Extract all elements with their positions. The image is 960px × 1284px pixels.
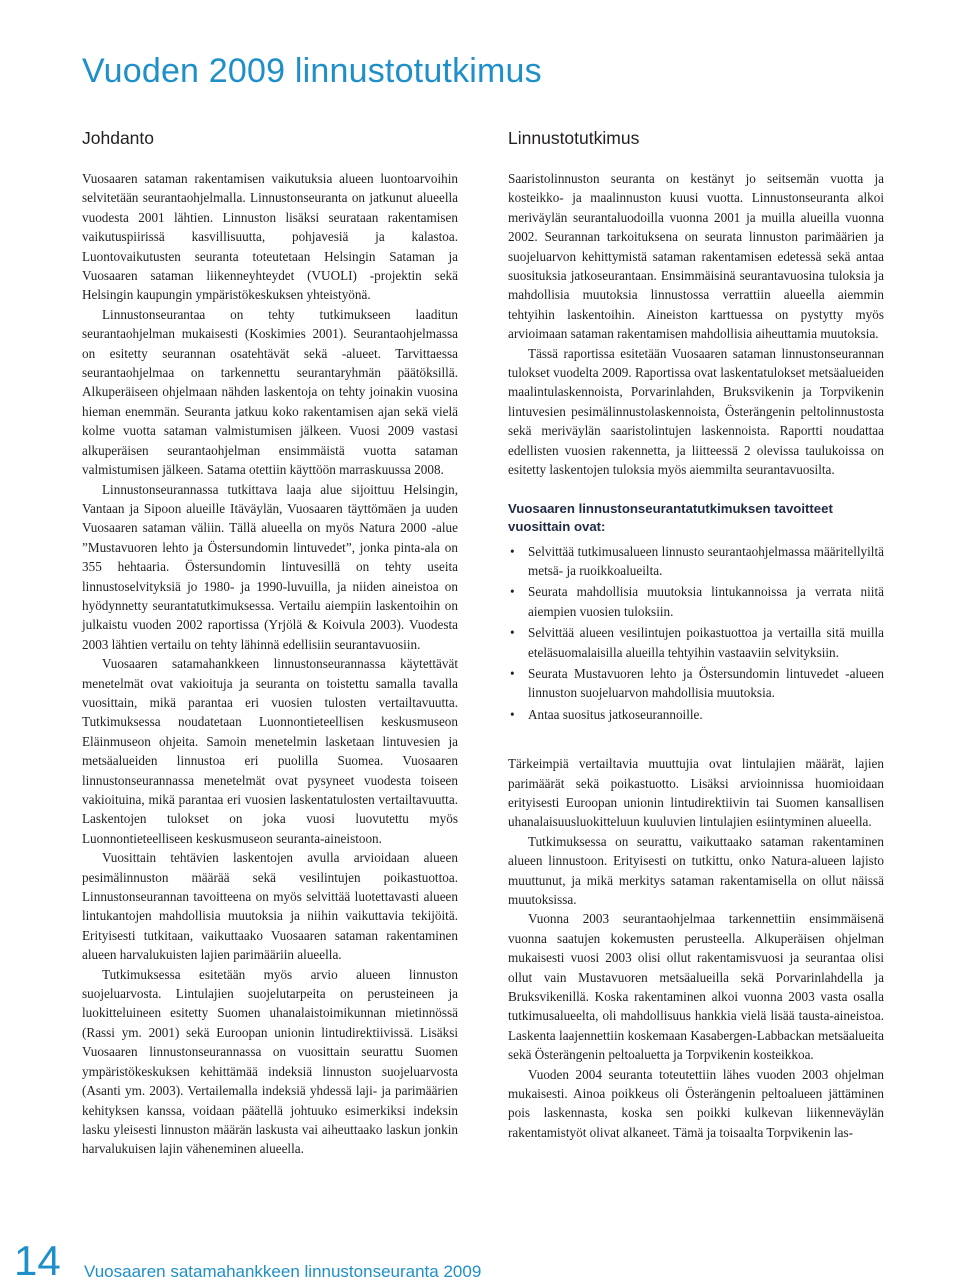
paragraph: Linnustonseurannassa tutkittava laaja alue sijoittuu Helsingin, Vantaan ja Sipoon alueille Itäväylän, Vuosaaren täyttömäen ja uuden Vuosaaren sataman väliin. Tällä alueella on myös Natura 2000 -alue ”Mustavuoren lehto ja Östersundomin lintuvedet”, jonka pinta-ala on 355 hehtaaria. Östersundomin lintuvesillä on tehty useita linnustoselvityksiä jo 1980- ja 1990-luvuilla, ja niiden aineistoa on hyödynnetty seurantatutkimuksessa. Vertailu aiempiin laskentoihin on julkaistu vuoden 2002 raportissa (Yrjölä & Koivula 2003). Vuodesta 2003 lähtien vertailu on tehty lähinnä edellisiin seurantavuosiin. — [82, 481, 458, 652]
right-column — [508, 126, 884, 1142]
bullet-icon: • — [510, 584, 515, 600]
paragraph: Vuosaaren satamahankkeen linnustonseurannassa käytettävät menetelmät ovat vakioituja ja seuranta on toistettu samalla tavalla vuosittain, mikä parantaa eri vuosien tulosten vertailtavuutta. Tutkimuksessa noudatetaan Luonnontieteellisen keskusmuseon Eläinmuseon ohjeita. Samoin menetelmin lasketaan lintuvesien ja metsäalueiden linnustoa eri puolilla Suomea. Vuosaaren linnustonseurannassa menetelmät ovat pysyneet vuodesta toiseen vakioituina, mikä parantaa eri vuosien laskentatulosten vertailtavuutta. Laskentojen tulokset on joka vuosi luovutettu myös Luonnontieteelliseen keskusmuseon seuranta-aineistoon. — [82, 656, 458, 846]
list-item-text: Selvittää tutkimusalueen linnusto seurantaohjelmassa määritellyiltä metsä- ja ruoikkoalueilta. — [528, 543, 884, 578]
paragraph: Tutkimuksessa esitetään myös arvio alueen linnuston suojeluarvosta. Lintulajien suojelutarpeita on perusteineen ja luokitteluineen esitetty Suomen uhanalaistoimikunnan mietinnössä (Rassi ym. 2001) sekä Euroopan unionin lintudirektiivissä. Lisäksi Vuosaaren linnustonseurannassa on vuosittain seurattu Suomen ympäristökeskuksen kehittämää indeksiä linnuston suojeluarvosta (Asanti ym. 2003). Vertailemalla indeksiä yhdessä laji- ja parimäärien kehityksen kanssa, voidaan päätellä johtuuko esimerkiksi indeksin lasku yleisesti linnuston määrän laskusta vai aiheuttaako laskun jonkin harvalukuisen lajin väheneminen alueella. — [82, 966, 458, 1157]
paragraph: Vuosittain tehtävien laskentojen avulla arvioidaan alueen pesimälinnuston määrää sekä vesilintujen poikastuottoa. Linnustonseurannan tavoitteena on myös selvittää luotettavasti alueen lintukantojen mahdollisia muutoksia ja niihin vaikuttavia tekijöitä. Erityisesti tutkitaan, vaikuttaako Vuosaaren sataman rakentaminen alueen harvalukuisten lajien parimääriin alueella. — [82, 850, 458, 963]
left-column — [82, 126, 458, 1159]
bullet-icon: • — [510, 665, 515, 681]
goals-list — [508, 542, 884, 725]
list-item — [508, 582, 884, 621]
list-item-text: Seurata Mustavuoren lehto ja Östersundomin lintuvedet -alueen linnuston suojeluarvon mahdollisia muutoksia. — [528, 665, 884, 701]
section-heading-linnustotutkimus: Linnustotutkimus — [508, 128, 640, 148]
paragraph: Saaristolinnuston seuranta on kestänyt jo seitsemän vuotta ja kosteikko- ja maalinnuston kuusi vuotta. Linnustonseuranta alkoi meriväylän seurantaluodoilla vuonna 2001 ja muilla alueilla vuonna 2002. Seurannan tarkoituksena on seurata linnuston parimäärien ja suojeluarvon kehittymistä sataman rakentamisen edetessä sekä antaa suosituksia jatkoseurantaan. Ensimmäisinä seurantavuosina tuloksia ja mahdollisia muutoksia linnustossa verrattiin alueella aiemmin tehtyihin laskentoihin. Aineiston karttuessa on pystytty myös arvioimaan sataman rakentamisen mahdollisia aiheuttamia muutoksia. — [508, 171, 884, 342]
list-item-text: Selvittää alueen vesilintujen poikastuottoa ja vertailla sitä muilla eteläsuomalaisilla alueilla tehtyihin vastaaviin selvityksiin. — [528, 625, 884, 660]
list-item-text: Seurata mahdollisia muutoksia lintukannoissa ja verrata niitä aiempien vuosien tuloksiin. — [528, 584, 884, 619]
bullet-icon: • — [510, 706, 515, 722]
bullet-icon: • — [510, 543, 515, 559]
paragraph: Linnustonseurantaa on tehty tutkimukseen laaditun seurantaohjelman mukaisesti (Koskimies 2001). Seurantaohjelmassa on esitetty seurannan osatehtävät sekä -alueet. Tarvittaessa seurantaohjelmaa on tarkennettu seurantaryhmän päätöksillä. Alkuperäiseen ohjelmaan nähden laskentoja on tehty joinakin vuosina hieman enemmän. Seuranta jatkuu koko rakentamisen ajan sekä vielä kolme vuotta sataman valmistumisen jälkeen. Vuosi 2009 vastasi alkuperäisen seurantaohjelman ensimmäistä vuotta sataman valmistumisen jälkeen. Satama otettiin käyttöön marraskuussa 2008. — [82, 306, 458, 478]
list-item — [508, 542, 884, 581]
footer-title: Vuosaaren satamahankkeen linnustonseuranta 2009 — [84, 1262, 482, 1281]
paragraph: Vuonna 2003 seurantaohjelmaa tarkennettiin ensimmäisenä vuonna saatujen kokemusten perusteella. Alkuperäisen ohjelman mukaisesti vuosi 2003 olisi ollut rakentamisvuosi ja seurantaa olisi ollut vain Mustavuoren metsäalueilla sekä Porvarinlahdella ja Bruksvikenillä. Koska rakentaminen alkoi vuonna 2003 vasta osalla tutkimusalueelta, oli mahdollisuus hankkia vielä lisää tausta-aineistoa. Laskenta laajennettiin koskemaan Kasabergen-Labbackan metsäalueita sekä Österängenin peltoaluetta ja Torpvikenin kosteikkoa. — [508, 911, 884, 1063]
list-item — [508, 664, 884, 703]
list-item-text: Antaa suositus jatkoseurannoille. — [528, 706, 703, 722]
page-footer — [0, 1238, 960, 1283]
list-item — [508, 623, 884, 662]
list-item — [508, 705, 884, 724]
goals-heading: Vuosaaren linnustonseurantatutkimuksen tavoitteet vuosittain ovat: — [508, 500, 833, 534]
paragraph: Tässä raportissa esitetään Vuosaaren sataman linnustonseurannan tulokset vuodelta 2009. Raportissa ovat laskentatulokset metsäalueiden maalintulaskennoista, Porvarinlahden, Bruksvikenin ja Torpvikenin lintuvesien pesimälinnustolaskennoista, Österängenin peltolinnustosta sekä meriväylän saaristolintujen laskennoista. Raportti noudattaa edellisten vuosien rakennetta, ja liitteessä 2 olevissa taulukoissa on esitetty laskentojen tuloksia myös aiemmilta seurantavuosilta. — [508, 345, 884, 478]
bullet-icon: • — [510, 625, 515, 641]
paragraph: Tutkimuksessa on seurattu, vaikuttaako sataman rakentaminen alueen linnustoon. Erityisesti on tutkittu, onko Natura-alueen lajisto muuttunut, ja mikä merkitys sataman rakentamisella on ollut näissä muutoksissa. — [508, 833, 884, 907]
page-number: 14 — [14, 1237, 61, 1284]
spacer — [508, 726, 884, 754]
paragraph: Vuoden 2004 seuranta toteutettiin lähes vuoden 2003 ohjelman mukaisesti. Ainoa poikkeus oli Österängenin peltoalueen jättäminen pois laskennasta, koska sen poikki kulkevan liikenneväylän rakentamistyöt olivat alkaneet. Tämä ja toisaalta Torpvikenin las- — [508, 1066, 884, 1140]
paragraph: Tärkeimpiä vertailtavia muuttujia ovat lintulajien määrät, lajien parimäärät sekä poikastuotto. Lisäksi arvioinnissa huomioidaan erityisesti Euroopan unionin lintudirektiivin tai Suomen kansallisen uhanalaisuusluokitteluun kuuluvien lintulajien esiintyminen alueella. — [508, 756, 884, 830]
page-title: Vuoden 2009 linnustotutkimus — [82, 52, 542, 90]
section-heading-johdanto: Johdanto — [82, 128, 155, 148]
paragraph: Vuosaaren sataman rakentamisen vaikutuksia alueen luontoarvoihin selvitetään seurantaohjelmalla. Linnustonseuranta on jatkunut alueella vuodesta 2001 lähtien. Linnuston lisäksi seurataan rakentamisen vaikutuspiirissä kasvillisuutta, pohjavesiä ja kalastoa. Luontovaikutusten seuranta toteutetaan Helsingin Sataman ja Vuosaaren sataman liikenneyhteydet (VUOLI) -projektin sekä Helsingin kaupungin ympäristökeskuksen yhteistyönä. — [82, 171, 458, 303]
